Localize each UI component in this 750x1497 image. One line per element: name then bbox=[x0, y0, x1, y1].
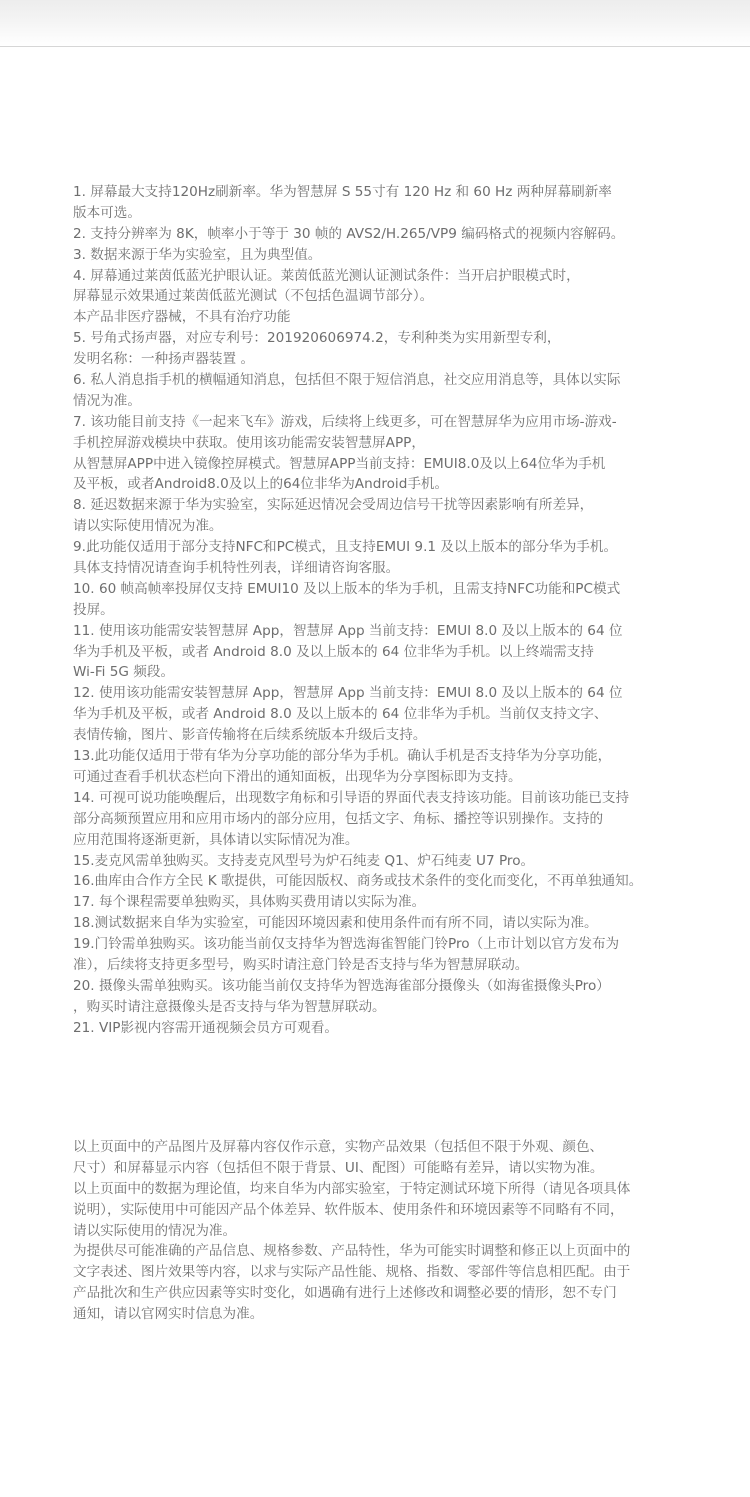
disclaimer-line: 尺寸）和屏幕显示内容（包括但不限于背景、UI、配图）可能略有差异，请以实物为准。 bbox=[73, 1159, 604, 1176]
disclaimer-line: 以上页面中的数据为理论值，均来自华为内部实验室，于特定测试环境下所得（请见各项具体 bbox=[73, 1180, 631, 1197]
footnote-line: 可通过查看手机状态栏向下滑出的通知面板，出现华为分享图标即为支持。 bbox=[73, 768, 522, 785]
footnote-line: 准），后续将支持更多型号，购买时请注意门铃是否支持与华为智慧屏联动。 bbox=[73, 956, 529, 973]
footnote-line: Wi-Fi 5G 频段。 bbox=[73, 664, 175, 681]
footnote-line: 8. 延迟数据来源于华为实验室，实际延迟情况会受周边信号干扰等因素影响有所差异， bbox=[73, 497, 594, 514]
footnote-line: 15.麦克风需单独购买。支持麦克风型号为炉石纯麦 Q1、炉石纯麦 U7 Pro。 bbox=[73, 852, 535, 869]
footnote-line: 屏幕显示效果通过莱茵低蓝光测试（不包括色温调节部分）。 bbox=[73, 288, 434, 305]
footnote-line: 19.门铃需单独购买。该功能当前仅支持华为智选海雀智能门铃Pro（上市计划以官方发布为 bbox=[73, 936, 620, 953]
disclaimer-line: 说明），实际使用中可能因产品个体差异、软件版本、使用条件和环境因素等不同略有不同， bbox=[73, 1201, 624, 1218]
footnote-line: 7. 该功能目前支持《一起来飞车》游戏，后续将上线更多，可在智慧屏华为应用市场-游戏- bbox=[73, 413, 617, 430]
disclaimer-line: 以上页面中的产品图片及屏幕内容仅作示意，实物产品效果（包括但不限于外观、颜色、 bbox=[73, 1139, 604, 1155]
footnote-line: 表情传输，图片、影音传输将在后续系统版本升级后支持。 bbox=[73, 727, 427, 744]
footnote-line: 华为手机及平板，或者 Android 8.0 及以上版本的 64 位非华为手机。以上终端需支持 bbox=[73, 643, 594, 660]
footnote-line: 应用范围将逐渐更新，具体请以实际情况为准。 bbox=[73, 831, 359, 848]
footnote-line: 16.曲库由合作方全民 K 歌提供，可能因版权、商务或技术条件的变化而变化，不再单独通知。 bbox=[73, 873, 643, 890]
disclaimer-line: 为提供尽可能准确的产品信息、规格参数、产品特性，华为可能实时调整和修正以上页面中的 bbox=[73, 1243, 631, 1260]
footnote-line: 4. 屏幕通过莱茵低蓝光护眼认证。莱茵低蓝光测认证测试条件：当开启护眼模式时， bbox=[73, 267, 580, 284]
disclaimer-line: 请以实际使用的情况为准。 bbox=[73, 1222, 237, 1239]
footnote-line: 18.测试数据来自华为实验室，可能因环境因素和使用条件而有所不同，请以实际为准。 bbox=[73, 915, 598, 932]
footnote-line: 21. VIP影视内容需开通视频会员方可观看。 bbox=[73, 1019, 338, 1036]
top-image-strip bbox=[0, 0, 750, 46]
footnote-line: 及平板，或者Android8.0及以上的64位非华为Android手机。 bbox=[73, 476, 449, 493]
footnote-line: 请以实际使用情况为准。 bbox=[73, 518, 223, 535]
footnote-line: 20. 摄像头需单独购买。该功能当前仅支持华为智选海雀部分摄像头（如海雀摄像头Pro） bbox=[73, 977, 610, 994]
footnotes-list bbox=[73, 182, 683, 1039]
footnote-line: 从智慧屏APP中进入镜像控屏模式。智慧屏APP当前支持：EMUI8.0及以上64位华为手机 bbox=[73, 455, 606, 472]
footnote-line: 投屏。 bbox=[73, 601, 114, 618]
footnote-line: 13.此功能仅适用于带有华为分享功能的部分华为手机。确认手机是否支持华为分享功能， bbox=[73, 748, 612, 765]
footnote-line: 3. 数据来源于华为实验室，且为典型值。 bbox=[73, 246, 322, 263]
top-divider bbox=[0, 46, 750, 47]
footnote-line: 部分高频预置应用和应用市场内的部分应用，包括文字、角标、播控等识别操作。支持的 bbox=[73, 810, 604, 827]
footnote-line: ，购买时请注意摄像头是否支持与华为智慧屏联动。 bbox=[73, 998, 386, 1015]
disclaimer-line: 文字表述、图片效果等内容，以求与实际产品性能、规格、指数、零部件等信息相匹配。由于 bbox=[73, 1264, 631, 1281]
footnote-line: 本产品非医疗器械，不具有治疗功能 bbox=[73, 309, 291, 326]
footnote-line: 手机控屏游戏模块中获取。使用该功能需安装智慧屏APP， bbox=[73, 434, 425, 451]
footnote-line: 版本可选。 bbox=[73, 204, 141, 221]
disclaimer-text bbox=[73, 1137, 683, 1325]
footnote-line: 10. 60 帧高帧率投屏仅支持 EMUI10 及以上版本的华为手机，且需支持NFC功能和PC模式 bbox=[73, 580, 621, 597]
footnote-line: 12. 使用该功能需安装智慧屏 App，智慧屏 App 当前支持：EMUI 8.0 及以上版本的 64 位 bbox=[73, 685, 623, 702]
disclaimer-line: 通知，请以官网实时信息为准。 bbox=[73, 1306, 264, 1323]
footnote-line: 17. 每个课程需要单独购买，具体购买费用请以实际为准。 bbox=[73, 894, 426, 911]
disclaimer-line: 产品批次和生产供应因素等实时变化，如遇确有进行上述修改和调整必要的情形，恕不专门 bbox=[73, 1285, 617, 1302]
footnote-line: 1. 屏幕最大支持120Hz刷新率。华为智慧屏 S 55寸有 120 Hz 和 60 Hz 两种屏幕刷新率 bbox=[73, 184, 612, 200]
footnote-line: 2. 支持分辨率为 8K，帧率小于等于 30 帧的 AVS2/H.265/VP9 编码格式的视频内容解码。 bbox=[73, 225, 625, 242]
footnote-line: 14. 可视可说功能唤醒后，出现数字角标和引导语的界面代表支持该功能。目前该功能已支持 bbox=[73, 789, 630, 806]
footnote-line: 华为手机及平板，或者 Android 8.0 及以上版本的 64 位非华为手机。当前仅支持文字、 bbox=[73, 706, 608, 723]
footnote-line: 具体支持情况请查询手机特性列表，详细请咨询客服。 bbox=[73, 560, 400, 577]
footnote-line: 情况为准。 bbox=[73, 392, 141, 409]
footnote-line: 发明名称：一种扬声器装置 。 bbox=[73, 351, 255, 368]
footnote-line: 11. 使用该功能需安装智慧屏 App，智慧屏 App 当前支持：EMUI 8.0 及以上版本的 64 位 bbox=[73, 622, 623, 639]
footnote-line: 5. 号角式扬声器，对应专利号：201920606974.2，专利种类为实用新型专利， bbox=[73, 330, 561, 347]
footnote-line: 6. 私人消息指手机的横幅通知消息，包括但不限于短信消息，社交应用消息等，具体以实际 bbox=[73, 372, 621, 389]
footnote-line: 9.此功能仅适用于部分支持NFC和PC模式，且支持EMUI 9.1 及以上版本的部分华为手机。 bbox=[73, 539, 618, 556]
